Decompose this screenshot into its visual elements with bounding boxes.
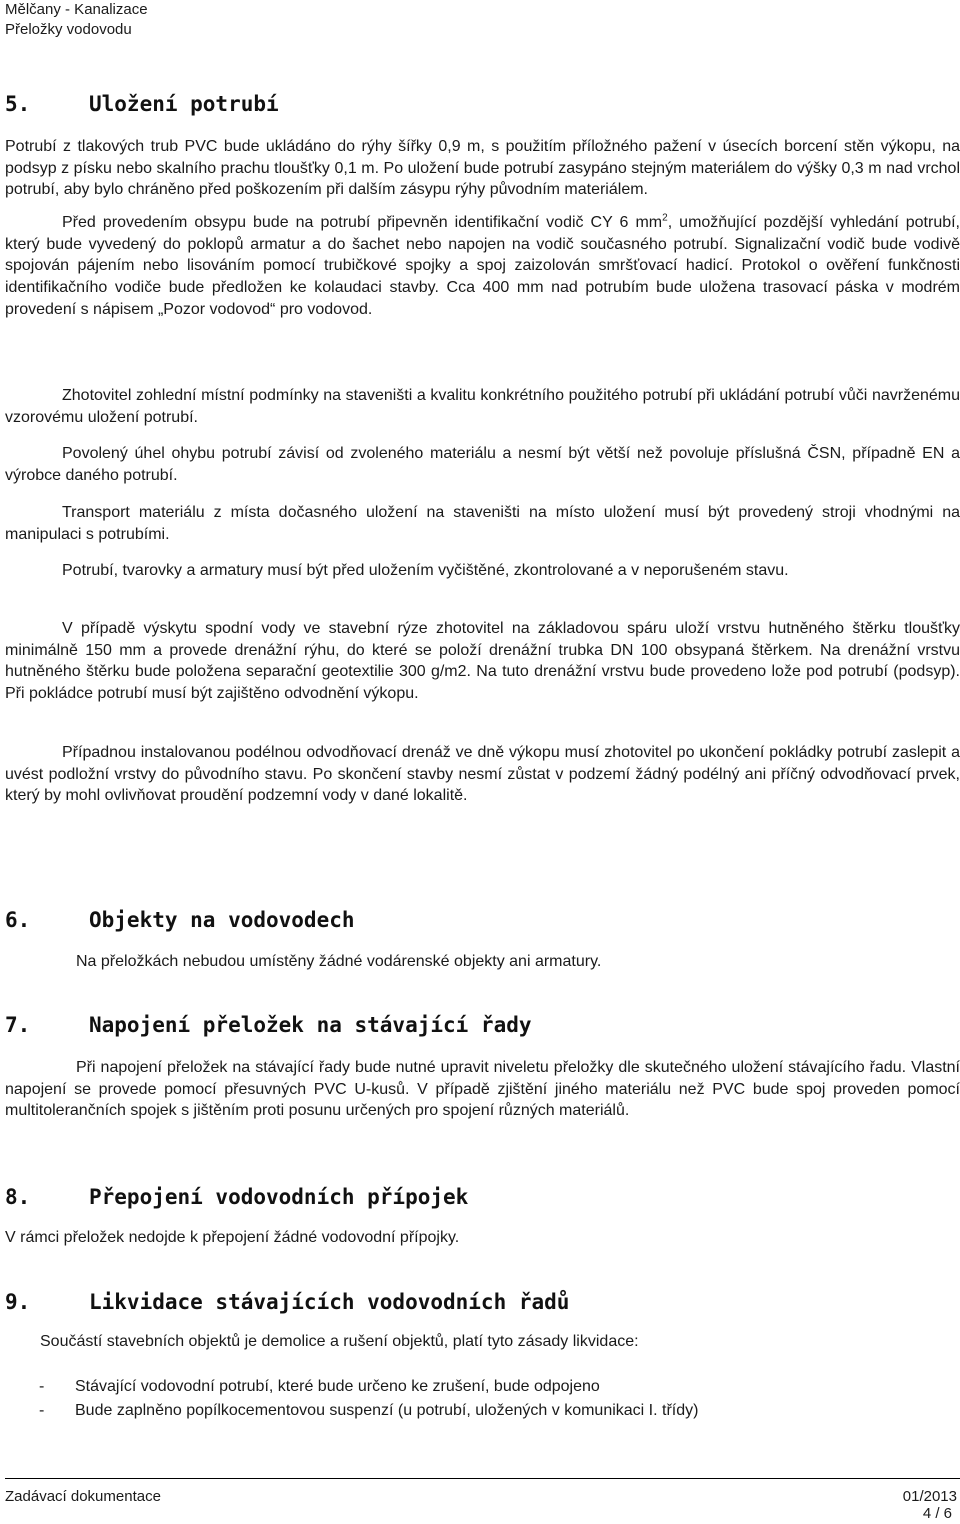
superscript: 2: [662, 212, 668, 224]
section-number: 8.: [5, 1185, 31, 1209]
paragraph: Součástí stavebních objektů je demolice a rušení objektů, platí tyto zásady likvidace:: [40, 1333, 639, 1350]
section-title: Uložení potrubí: [89, 92, 279, 116]
section-title: Přepojení vodovodních přípojek: [89, 1185, 469, 1209]
list-item-text: Stávající vodovodní potrubí, které bude určeno ke zrušení, bude odpojeno: [75, 1378, 600, 1395]
section-5-heading: [5, 92, 279, 116]
dash-bullet: -: [39, 1378, 45, 1395]
section-7-heading: [5, 1013, 532, 1037]
paragraph-text: Před provedením obsypu bude na potrubí připevněn identifikační vodič CY 6 mm: [62, 214, 663, 231]
paragraph: Transport materiálu z místa dočasného uložení na staveništi na místo uložení musí být provedený stroji vhodnými na manipulaci s potrubími.: [5, 504, 960, 543]
section-number: 6.: [5, 908, 31, 932]
paragraph-text: , umožňující pozdější vyhledání potrubí, který bude vyvedený do poklopů armatur a do šachet nebo napojen na vodič současného potrubí. Signalizační vodič bude vodivě spojován pájením nebo lisováním pomocí trubičkové spojky a spoj zaizolován smršťovací hadicí. Protokol o ověření funkčnosti identifikačního vodiče bude předložen ke kolaudaci stavby. Cca 400 mm nad potrubím bude uložena trasovací páska v modrém provedení s nápisem „Pozor vodovod“ pro vodovod.: [5, 214, 960, 318]
paragraph: Potrubí, tvarovky a armatury musí být před uložením vyčištěné, zkontrolované a v neporušeném stavu.: [62, 562, 789, 579]
paragraph: Případnou instalovanou podélnou odvodňovací drenáž ve dně výkopu musí zhotovitel po ukončení pokládky potrubí zaslepit a uvést podložní vrstvy do původního stavu. Po skončení stavby nesmí zůstat v podzemí žádný podélný ani příčný odvodňovací prvek, který by mohl ovlivňovat proudění podzemní vody v dané lokalitě.: [5, 744, 960, 805]
paragraph: V případě výskytu spodní vody ve stavební rýze zhotovitel na základovou spáru uloží vrstvu hutněného štěrku tloušťky minimálně 150 mm a provede drenážní rýhu, do které se položí drenážní trubka DN 100 obsypaná štěrkem. Na drenážní vrstvu hutněného štěrku bude položena separační geotextilie 300 g/m2. Na tuto drenážní vrstvu bude provedeno lože pod potrubí (podsyp). Při pokládce potrubí musí být zajištěno odvodnění výkopu.: [5, 620, 960, 703]
list-item: [5, 1375, 698, 1399]
section-number: 5.: [5, 92, 31, 116]
header-project: Mělčany - Kanalizace: [5, 1, 148, 18]
section-title: Napojení přeložek na stávající řady: [89, 1013, 532, 1037]
paragraph: V rámci přeložek nedojde k přepojení žádné vodovodní přípojky.: [5, 1229, 460, 1246]
section-title: Likvidace stávajících vodovodních řadů: [89, 1290, 570, 1314]
paragraph: Zhotovitel zohlední místní podmínky na staveništi a kvalitu konkrétního použitého potrubí při ukládání potrubí vůči navrženému vzorovému uložení potrubí.: [5, 387, 960, 426]
footer-divider: [5, 1478, 960, 1479]
list-item-text: Bude zaplněno popílkocementovou suspenzí (u potrubí, uložených v komunikaci I. třídy): [75, 1402, 699, 1419]
page-number: 4 / 6: [922, 1505, 952, 1522]
bullet-list: [5, 1375, 698, 1423]
section-title: Objekty na vodovodech: [89, 908, 355, 932]
section-number: 9.: [5, 1290, 31, 1314]
dash-bullet: -: [39, 1402, 45, 1419]
section-6-heading: [5, 908, 355, 932]
section-number: 7.: [5, 1013, 31, 1037]
page-header: [5, 0, 148, 40]
footer-document-type: Zadávací dokumentace: [5, 1488, 161, 1505]
paragraph: [5, 212, 960, 321]
footer-date: 01/2013: [902, 1488, 957, 1505]
section-9-heading: [5, 1290, 569, 1314]
paragraph: Při napojení přeložek na stávající řady bude nutné upravit niveletu přeložky dle skutečného uložení stávajícího řadu. Vlastní napojení se provede pomocí přesuvných PVC U-kusů. V případě zjištění jiného materiálu než PVC bude spoj proveden pomocí multitolerančních spojek s jištěním proti posunu určených pro spojení různých materiálů.: [5, 1059, 960, 1120]
paragraph: Povolený úhel ohybu potrubí závisí od zvoleného materiálu a nesmí být větší než povoluje příslušná ČSN, případně EN a výrobce daného potrubí.: [5, 445, 960, 484]
paragraph: Na přeložkách nebudou umístěny žádné vodárenské objekty ani armatury.: [76, 953, 602, 970]
section-8-heading: [5, 1185, 468, 1209]
header-subject: Přeložky vodovodu: [5, 21, 132, 38]
paragraph: Potrubí z tlakových trub PVC bude ukládáno do rýhy šířky 0,9 m, s použitím příložného pažení v úsecích borcení stěn výkopu, na podsyp z písku nebo skalního prachu tloušťky 0,1 m. Po uložení bude potrubí zasypáno stejným materiálem do výšky 0,3 m nad vrchol potrubí, aby bylo chráněno před poškozením při dalším zásypu rýhy původním materiálem.: [5, 138, 960, 199]
list-item: [5, 1399, 698, 1423]
